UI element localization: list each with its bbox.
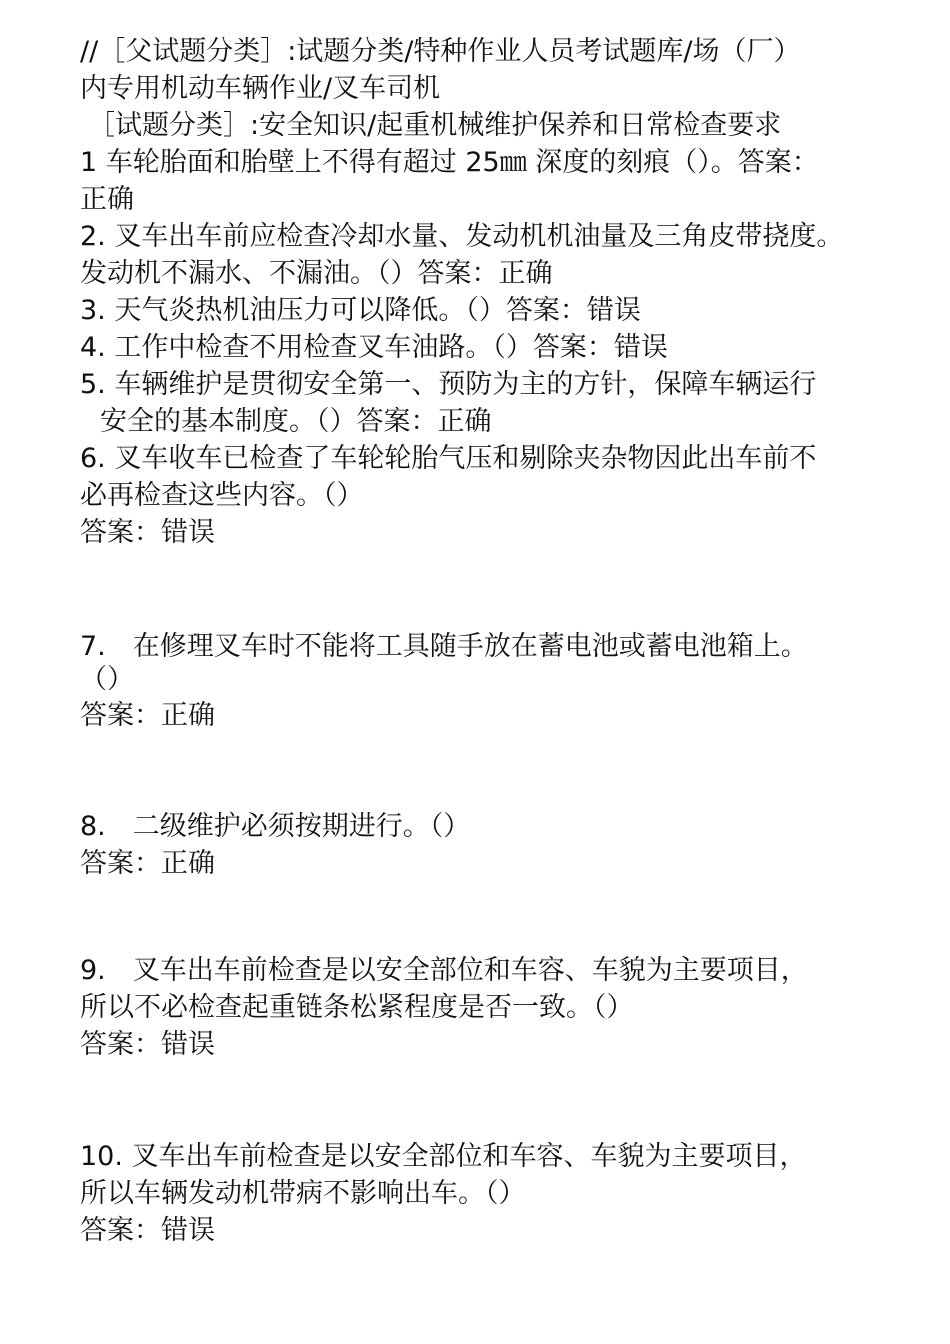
category-line: ［试题分类］:安全知识/起重机械维护保养和日常检查要求 <box>88 110 782 141</box>
question-7-cont: （） <box>80 664 134 695</box>
question-7: 7. 在修理叉车时不能将工具随手放在蓄电池或蓄电池箱上。 <box>80 631 808 662</box>
question-1: 1 车轮胎面和胎壁上不得有超过 25㎜ 深度的刻痕（）。答案： <box>80 147 819 178</box>
question-3: 3. 天气炎热机油压力可以降低。（）答案：错误 <box>80 295 641 326</box>
question-5: 5. 车辆维护是贯彻安全第一、预防为主的方针，保障车辆运行 <box>80 369 817 400</box>
question-2-cont: 发动机不漏水、不漏油。（）答案：正确 <box>80 258 553 289</box>
question-1-cont: 正确 <box>80 184 134 215</box>
question-9-answer: 答案：错误 <box>80 1029 215 1060</box>
question-10-cont: 所以车辆发动机带病不影响出车。（） <box>80 1178 526 1209</box>
question-4: 4. 工作中检查不用检查叉车油路。（）答案：错误 <box>80 332 668 363</box>
question-8-answer: 答案：正确 <box>80 848 215 879</box>
question-5-cont: 安全的基本制度。（）答案：正确 <box>100 406 492 437</box>
question-8: 8. 二级维护必须按期进行。（） <box>80 811 471 842</box>
question-6-cont: 必再检查这些内容。（） <box>80 480 364 511</box>
parent-category-line-cont: 内专用机动车辆作业/叉车司机 <box>80 73 441 104</box>
question-10: 10. 叉车出车前检查是以安全部位和车容、车貌为主要项目， <box>80 1141 807 1172</box>
question-9: 9. 叉车出车前检查是以安全部位和车容、车貌为主要项目， <box>80 955 808 986</box>
question-2: 2. 叉车出车前应检查冷却水量、发动机机油量及三角皮带挠度。 <box>80 221 844 252</box>
question-6: 6. 叉车收车已检查了车轮轮胎气压和剔除夹杂物因此出车前不 <box>80 443 817 474</box>
parent-category-line: //［父试题分类］:试题分类/特种作业人员考试题库/场（厂） <box>80 36 801 67</box>
question-6-answer: 答案：错误 <box>80 517 215 548</box>
question-7-answer: 答案：正确 <box>80 700 215 731</box>
question-10-answer: 答案：错误 <box>80 1215 215 1246</box>
question-9-cont: 所以不必检查起重链条松紧程度是否一致。（） <box>80 992 634 1023</box>
